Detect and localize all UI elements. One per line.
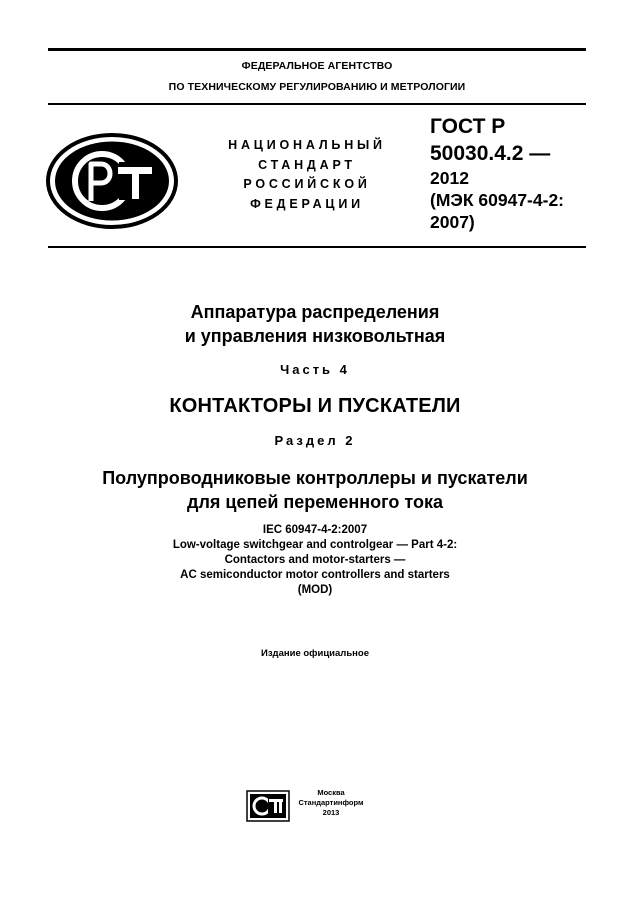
section-label: Раздел 2: [274, 433, 356, 448]
agency-name-line1: ФЕДЕРАЛЬНОЕ АГЕНТСТВО: [241, 60, 393, 72]
standartinform-logo-icon: [246, 790, 290, 822]
subtitle-line: Полупроводниковые контроллеры и пускатели: [102, 468, 528, 488]
agency-name-line2: ПО ТЕХНИЧЕСКОМУ РЕГУЛИРОВАНИЮ И МЕТРОЛОГИИ: [168, 81, 466, 93]
gost-designation: [430, 113, 564, 233]
publisher-imprint: [290, 788, 372, 818]
iec-line: IEC 60947-4-2:2007: [262, 524, 368, 536]
top-rule: [48, 48, 586, 51]
gost-line: 2007): [430, 212, 475, 232]
national-standard-label: [202, 136, 412, 214]
title-line: Аппаратура распределения: [190, 302, 440, 322]
national-line: СТАНДАРТ: [258, 157, 356, 172]
gost-line: 50030.4.2 —: [430, 142, 551, 165]
national-line: ФЕДЕРАЦИИ: [250, 196, 364, 211]
part-label: Часть 4: [280, 362, 350, 377]
national-line: НАЦИОНАЛЬНЫЙ: [228, 138, 386, 152]
gost-line: 2012: [430, 168, 469, 188]
title-line: и управления низковольтная: [184, 326, 446, 346]
iec-line: Contactors and motor-starters —: [224, 554, 406, 566]
gost-line: (МЭК 60947-4-2:: [430, 190, 565, 210]
document-title: [40, 300, 590, 348]
section-title: [40, 466, 590, 514]
edition-label: Издание официальное: [261, 648, 369, 659]
iec-reference: [40, 523, 590, 598]
subtitle-line: для цепей переменного тока: [187, 492, 443, 512]
gost-line: ГОСТ Р: [430, 115, 506, 138]
rst-certification-logo-icon: [46, 133, 178, 229]
header-rule: [48, 103, 586, 105]
iec-line: AC semiconductor motor controllers and starters: [180, 569, 450, 581]
iec-line: (MOD): [297, 584, 333, 596]
publisher-name: Стандартинформ: [298, 798, 364, 807]
publisher-year: 2013: [322, 808, 340, 817]
publisher-city: Москва: [317, 788, 345, 797]
iec-line: Low-voltage switchgear and controlgear — Part 4-2:: [172, 539, 458, 551]
national-line: РОССИЙСКОЙ: [243, 177, 371, 191]
main-heading: КОНТАКТОРЫ И ПУСКАТЕЛИ: [169, 395, 461, 417]
header-bottom-rule: [48, 246, 586, 248]
